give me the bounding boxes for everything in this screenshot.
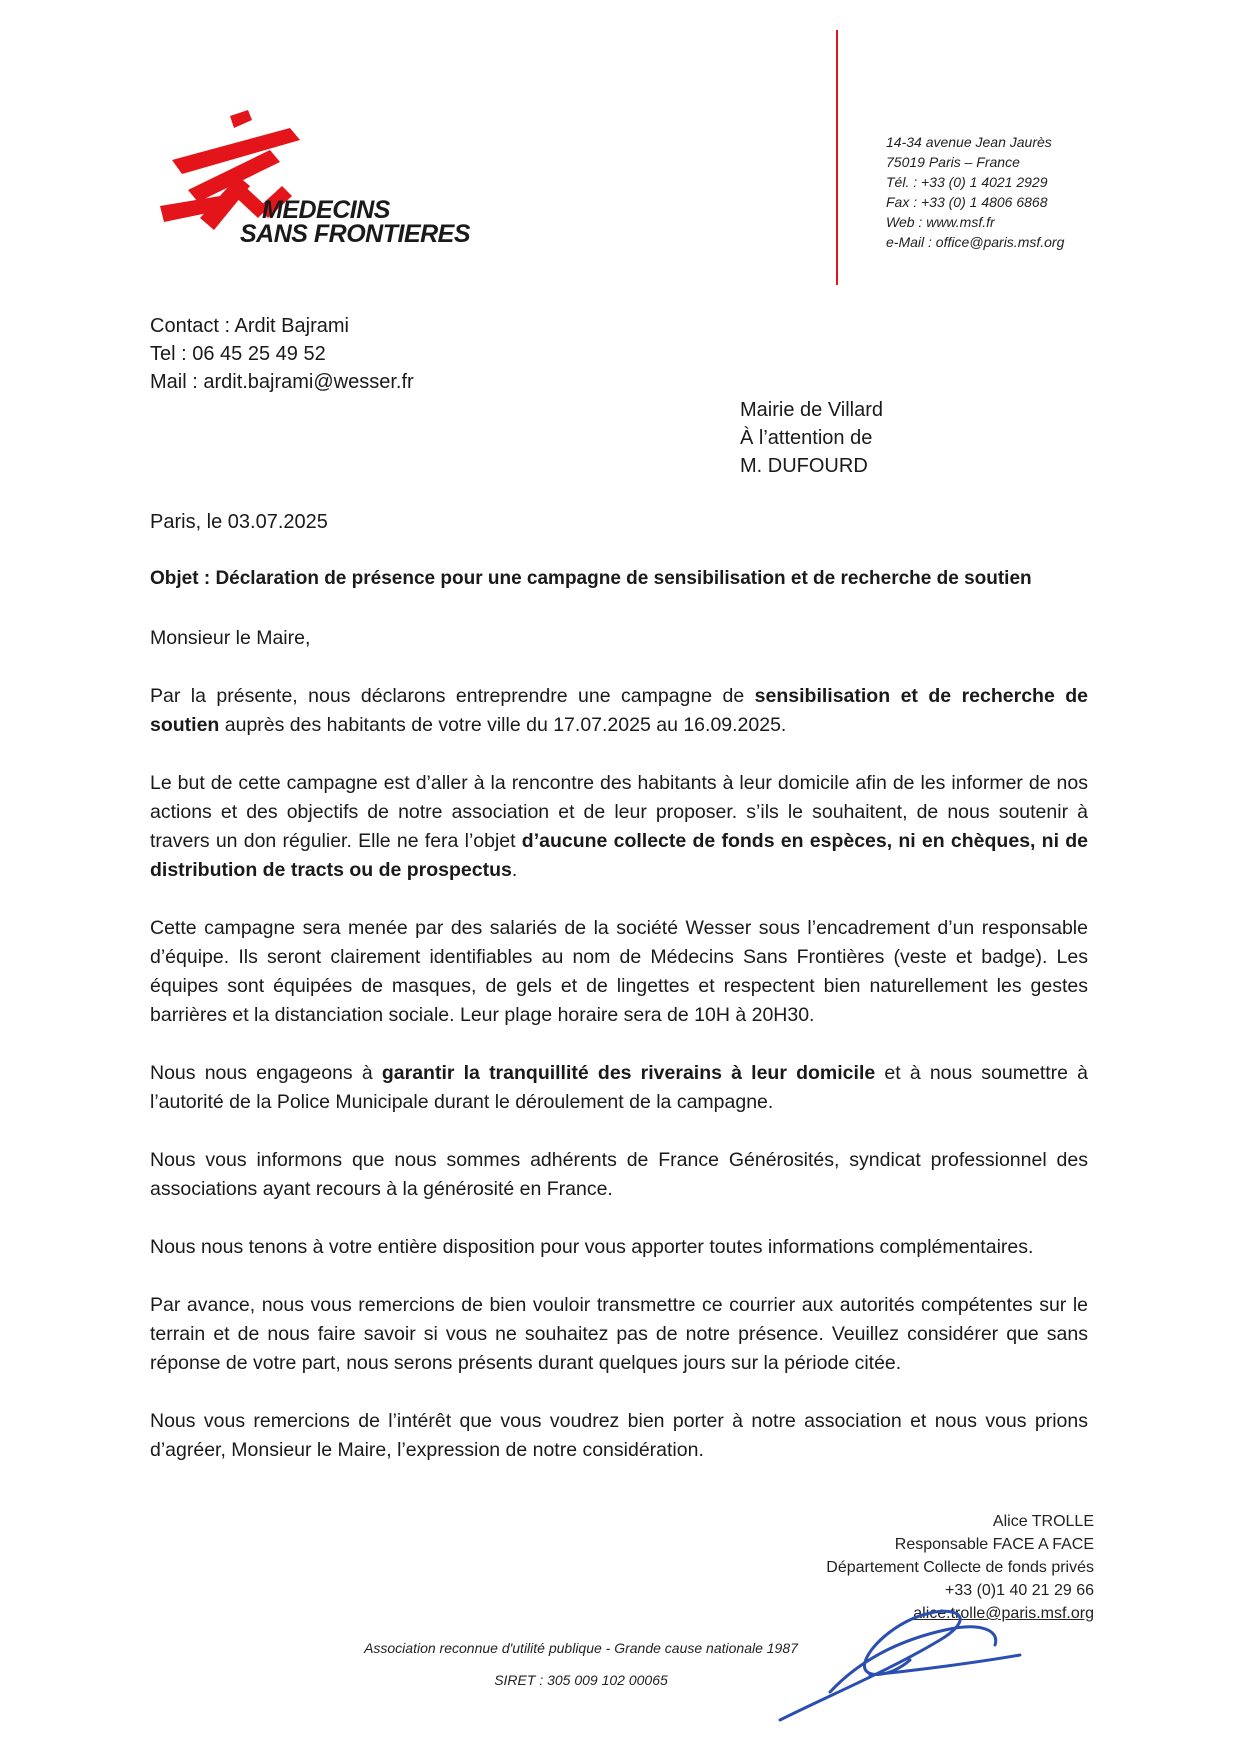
letter-date: Paris, le 03.07.2025	[150, 511, 328, 533]
text: Nous nous engageons à	[150, 1062, 382, 1084]
letter-body	[150, 624, 1088, 1494]
logo-line-2: SANS FRONTIERES	[240, 220, 471, 248]
red-divider	[835, 30, 839, 285]
paragraph-2	[150, 769, 1088, 885]
org-address-line: 14-34 avenue Jean Jaurès	[886, 134, 1052, 150]
footer-siret: SIRET : 305 009 102 00065	[494, 1672, 668, 1688]
contact-mail: Mail : ardit.bajrami@wesser.fr	[150, 371, 414, 393]
signer-name: Alice TROLLE	[992, 1513, 1094, 1530]
msf-logo	[160, 110, 490, 260]
recipient-line: M. DUFOURD	[740, 455, 868, 477]
contact-phone: Tel : 06 45 25 49 52	[150, 343, 326, 365]
logo-line-1: MEDECINS	[262, 196, 390, 224]
signer-title: Responsable FACE A FACE	[894, 1536, 1094, 1553]
org-address	[886, 132, 1064, 252]
paragraph-8: Nous vous remercions de l’intérêt que vous voudrez bien porter à notre association et nous vous prions d’agréer, Monsieur le Maire, l’expression de notre considération.	[150, 1410, 1088, 1461]
text: Par la présente, nous déclarons entreprendre une campagne de	[150, 685, 755, 707]
signer-phone: +33 (0)1 40 21 29 66	[944, 1582, 1094, 1599]
recipient-line: Mairie de Villard	[740, 399, 884, 421]
greeting: Monsieur le Maire,	[150, 627, 311, 649]
org-web: Web : www.msf.fr	[886, 214, 995, 230]
recipient-block	[740, 396, 883, 480]
org-fax: Fax : +33 (0) 1 4806 6868	[886, 194, 1048, 210]
paragraph-1	[150, 682, 1088, 740]
paragraph-7: Par avance, nous vous remercions de bien vouloir transmettre ce courrier aux autorités compétentes sur le terrain et de nous faire savoir si vous ne souhaitez pas de notre présence. Veuillez considérer que sans réponse de votre part, nous serons présents durant quelques jours sur la période citée.	[150, 1294, 1088, 1374]
org-email: e-Mail : office@paris.msf.org	[886, 234, 1065, 250]
paragraph-3: Cette campagne sera menée par des salariés de la société Wesser sous l’encadrement d’un responsable d’équipe. Ils seront clairement identifiables au nom de Médecins Sans Frontières (veste et badge). Les équipes sont équipées de masques, de gels et de lingettes et respectent bien naturellement les gestes barrières et la distanciation sociale. Leur plage horaire sera de 10H à 20H30.	[150, 917, 1088, 1026]
handwritten-signature	[770, 1600, 1040, 1730]
signer-email-link[interactable]: alice.trolle@paris.msf.org	[913, 1605, 1094, 1622]
footer-legal: Association reconnue d'utilité publique - Grande cause nationale 1987	[364, 1640, 798, 1656]
bold-text: sensibilisation et de recherche de soutien	[150, 685, 1089, 736]
paragraph-4	[150, 1059, 1088, 1117]
recipient-line: À l’attention de	[740, 427, 873, 449]
org-address-line: 75019 Paris – France	[886, 154, 1020, 170]
text: auprès des habitants de votre ville du 17.07.2025 au 16.09.2025.	[219, 714, 787, 736]
text: et à nous soumettre à l’autorité de la Police Municipale durant le déroulement de la campagne.	[150, 1062, 1089, 1113]
bold-text: d’aucune collecte de fonds en espèces, ni en chèques, ni de distribution de tracts ou de prospectus	[150, 830, 1088, 881]
bold-text: garantir la tranquillité des riverains à leur domicile	[381, 1062, 876, 1084]
letter-subject: Objet : Déclaration de présence pour une campagne de sensibilisation et de recherche de soutien	[150, 568, 1032, 589]
text: .	[511, 859, 518, 881]
text: Le but de cette campagne est d’aller à la rencontre des habitants à leur domicile afin de les informer de nos actions et des objectifs de notre association et de leur proposer. s’ils le souhaitent, de nous soutenir à travers un don régulier. Elle ne fera l’objet	[150, 772, 1088, 852]
contact-name: Contact : Ardit Bajrami	[150, 315, 349, 337]
signer-department: Département Collecte de fonds privés	[826, 1559, 1094, 1576]
contact-block	[150, 312, 414, 396]
paragraph-6: Nous nous tenons à votre entière disposition pour vous apporter toutes informations complémentaires.	[150, 1236, 1034, 1258]
org-phone: Tél. : +33 (0) 1 4021 2929	[886, 174, 1048, 190]
paragraph-5: Nous vous informons que nous sommes adhérents de France Générosités, syndicat professionnel des associations ayant recours à la générosité en France.	[150, 1149, 1088, 1200]
